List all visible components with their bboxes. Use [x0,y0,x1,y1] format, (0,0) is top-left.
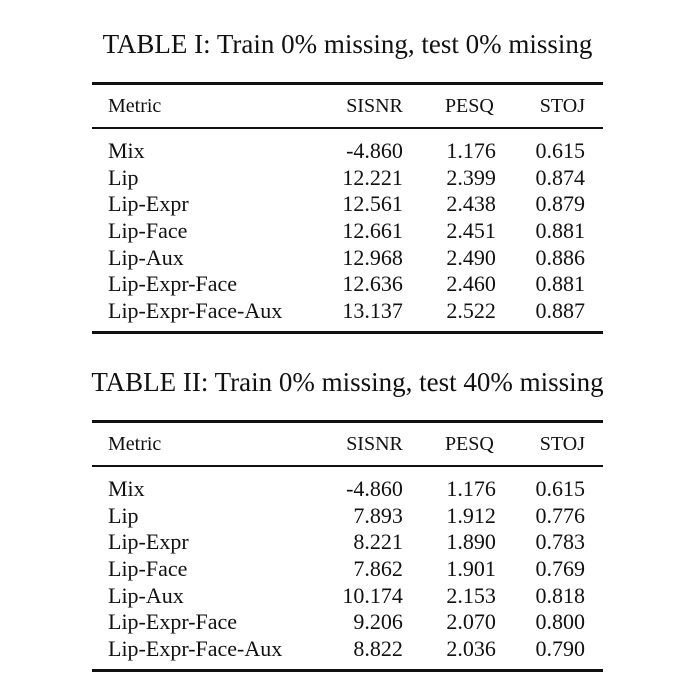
cell-stoj: 0.881 [535,218,585,244]
table-row [92,244,603,271]
column-header-metric: Metric [108,432,162,455]
cell-stoj: 0.881 [535,271,585,297]
column-header-stoj: STOJ [539,94,585,117]
cell-metric: Lip [108,164,139,190]
table-row [92,218,603,245]
cell-pesq: 2.522 [446,297,496,323]
cell-stoj: 0.818 [535,582,585,608]
table-row [92,503,603,530]
cell-stoj: 0.783 [535,529,585,555]
table-2-wrapper [92,420,603,672]
cell-sisnr: 8.822 [353,635,403,661]
table-row [92,466,603,503]
cell-pesq: 2.153 [446,582,496,608]
table-row [92,165,603,192]
cell-pesq: 1.901 [446,556,496,582]
column-header-sisnr: SISNR [346,432,403,455]
column-header-sisnr: SISNR [346,94,403,117]
table-1 [92,82,603,334]
cell-pesq: 1.890 [446,529,496,555]
cell-metric: Lip-Expr-Face-Aux [108,297,283,323]
cell-sisnr: 8.221 [353,529,403,555]
cell-stoj: 0.887 [535,297,585,323]
cell-pesq: 2.438 [446,191,496,217]
cell-stoj: 0.874 [535,164,585,190]
table-row [92,529,603,556]
cell-sisnr: 12.968 [342,244,403,270]
cell-sisnr: 7.862 [353,556,403,582]
column-header-stoj: STOJ [539,432,585,455]
cell-stoj: 0.615 [535,476,585,502]
cell-stoj: 0.615 [535,138,585,164]
cell-pesq: 1.176 [446,476,496,502]
cell-pesq: 2.399 [446,164,496,190]
cell-sisnr: 12.221 [342,164,403,190]
column-header-pesq: PESQ [444,94,494,117]
cell-stoj: 0.776 [535,502,585,528]
cell-sisnr: 7.893 [353,502,403,528]
table-2-block [0,364,695,661]
table-row [92,556,603,583]
cell-sisnr: -4.860 [346,138,403,164]
cell-pesq: 2.460 [446,271,496,297]
table-2-caption: TABLE II: Train 0% missing, test 40% missing [91,367,604,397]
cell-sisnr: 9.206 [353,609,403,635]
cell-metric: Lip-Expr [108,529,189,555]
cell-metric: Lip-Expr-Face [108,609,238,635]
cell-sisnr: 12.561 [342,191,403,217]
table-row [92,636,603,671]
cell-metric: Lip-Expr [108,191,189,217]
cell-sisnr: 12.661 [342,218,403,244]
table-row [92,191,603,218]
cell-metric: Mix [108,138,145,164]
cell-pesq: 2.070 [446,609,496,635]
table-2-header-row [92,422,603,467]
table-row [92,609,603,636]
column-header-metric: Metric [108,94,162,117]
cell-pesq: 2.451 [446,218,496,244]
table-1-caption: TABLE I: Train 0% missing, test 0% missing [102,29,593,59]
cell-metric: Lip-Aux [108,582,184,608]
cell-metric: Lip-Face [108,556,188,582]
cell-metric: Lip-Face [108,218,188,244]
table-row [92,582,603,609]
cell-pesq: 2.036 [446,635,496,661]
cell-sisnr: 10.174 [342,582,403,608]
cell-pesq: 1.176 [446,138,496,164]
table-1-block [0,26,695,323]
table-row [92,298,603,333]
table-1-header-row [92,84,603,129]
cell-sisnr: -4.860 [346,476,403,502]
cell-stoj: 0.800 [535,609,585,635]
cell-stoj: 0.790 [535,635,585,661]
table-1-wrapper [92,82,603,334]
table-2 [92,420,603,672]
cell-metric: Lip-Aux [108,244,184,270]
table-row [92,128,603,165]
cell-metric: Lip [108,502,139,528]
cell-sisnr: 13.137 [342,297,403,323]
cell-pesq: 1.912 [446,502,496,528]
cell-pesq: 2.490 [446,244,496,270]
cell-metric: Lip-Expr-Face [108,271,238,297]
table-row [92,271,603,298]
cell-sisnr: 12.636 [342,271,403,297]
cell-metric: Mix [108,476,145,502]
column-header-pesq: PESQ [444,432,494,455]
cell-stoj: 0.879 [535,191,585,217]
cell-stoj: 0.769 [535,556,585,582]
cell-stoj: 0.886 [535,244,585,270]
cell-metric: Lip-Expr-Face-Aux [108,635,283,661]
